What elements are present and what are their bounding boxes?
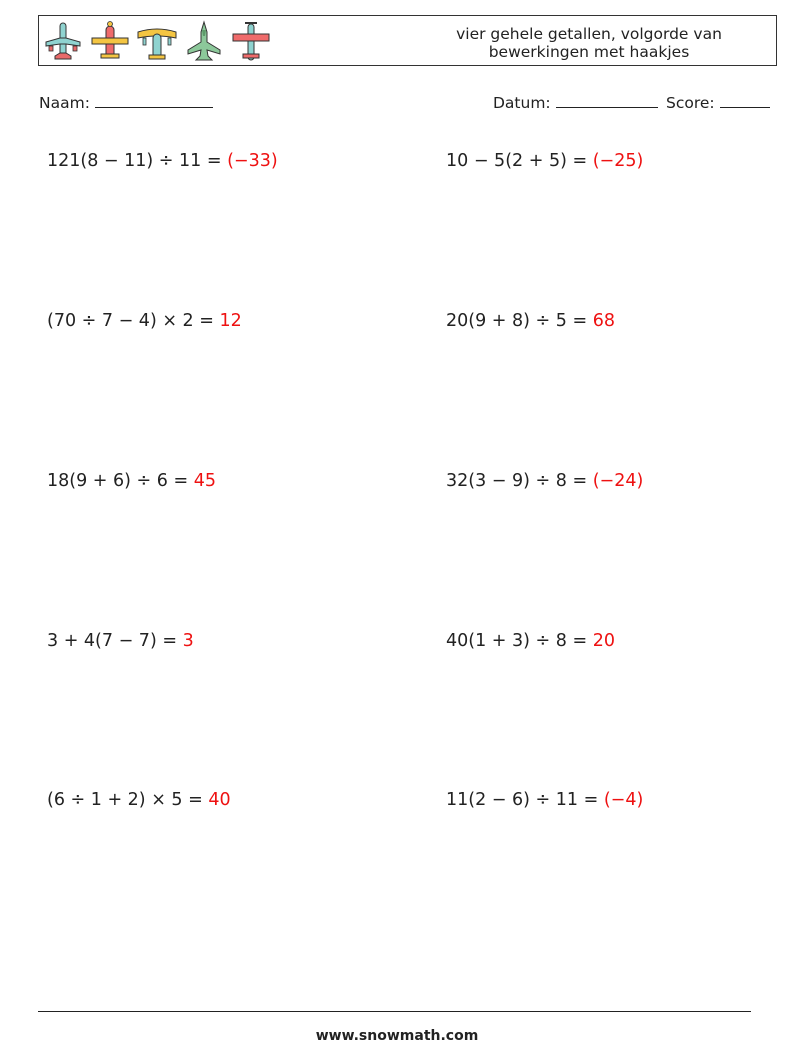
name-blank-line[interactable] (95, 93, 213, 108)
footer-site-link[interactable]: www.snowmath.com (315, 1028, 479, 1044)
problem-answer: (−4) (603, 790, 644, 810)
problem-5 (47, 471, 216, 491)
problem-expression: 40(1 + 3) ÷ 8 = (446, 631, 588, 651)
problem-expression: 32(3 − 9) ÷ 8 = (446, 471, 588, 491)
problem-6 (446, 471, 643, 491)
problem-expression: (70 ÷ 7 − 4) × 2 = (47, 311, 214, 331)
problem-9 (47, 790, 231, 810)
problem-answer: 45 (193, 471, 216, 491)
name-field (39, 93, 213, 112)
score-label: Score: (666, 94, 715, 112)
problem-answer: 12 (219, 311, 242, 331)
date-field (493, 93, 658, 112)
problem-answer: 40 (208, 790, 231, 810)
plane-teal-icon (43, 20, 83, 64)
problem-answer: (−33) (227, 151, 278, 171)
plane-icons-row (43, 20, 271, 64)
problem-expression: 11(2 − 6) ÷ 11 = (446, 790, 599, 810)
problem-4 (446, 311, 615, 331)
problem-expression: 10 − 5(2 + 5) = (446, 151, 588, 171)
problem-2 (446, 151, 643, 171)
problem-expression: 121(8 − 11) ÷ 11 = (47, 151, 222, 171)
problem-expression: 20(9 + 8) ÷ 5 = (446, 311, 588, 331)
footer-divider (38, 1011, 751, 1012)
worksheet-title (399, 25, 779, 61)
problem-expression: (6 ÷ 1 + 2) × 5 = (47, 790, 203, 810)
header-box (38, 15, 777, 66)
problem-expression: 18(9 + 6) ÷ 6 = (47, 471, 189, 491)
problem-1 (47, 151, 278, 171)
score-blank-line[interactable] (720, 93, 770, 108)
problem-answer: 68 (592, 311, 615, 331)
date-label: Datum: (493, 94, 551, 112)
date-blank-line[interactable] (556, 93, 658, 108)
problem-8 (446, 631, 615, 651)
plane-red-teal-icon (231, 20, 271, 64)
plane-yellow-red-icon (90, 20, 130, 64)
problem-expression: 3 + 4(7 − 7) = (47, 631, 177, 651)
jet-green-icon (184, 20, 224, 64)
plane-yellow-biplane-icon (137, 20, 177, 64)
title-line-1: vier gehele getallen, volgorde van (456, 25, 722, 43)
score-field (666, 93, 770, 112)
problem-10 (446, 790, 643, 810)
problem-3 (47, 311, 242, 331)
problem-answer: (−24) (592, 471, 644, 491)
name-label: Naam: (39, 94, 90, 112)
title-line-2: bewerkingen met haakjes (488, 43, 690, 61)
problem-answer: 20 (592, 631, 615, 651)
problem-answer: (−25) (592, 151, 644, 171)
problem-7 (47, 631, 194, 651)
problem-answer: 3 (182, 631, 194, 651)
